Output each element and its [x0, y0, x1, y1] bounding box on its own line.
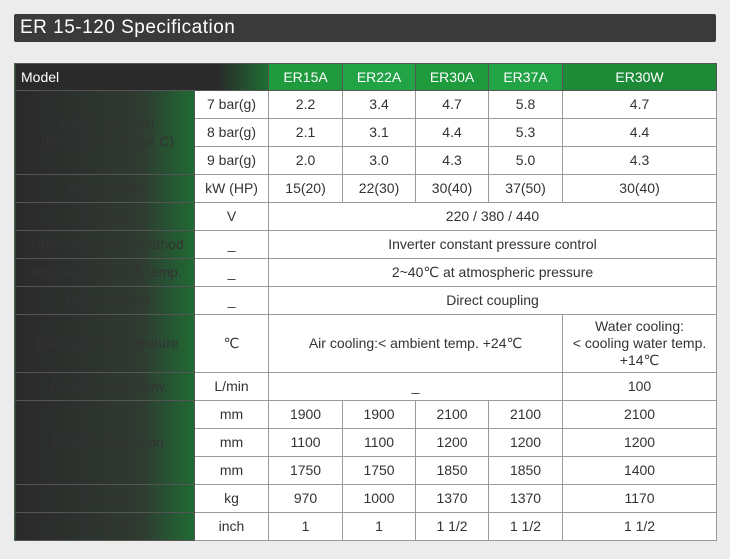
- water-cooling-line2: < cooling water temp.: [572, 335, 707, 351]
- table-cell: 4.3: [563, 147, 717, 175]
- model-er30a: ER30A: [416, 64, 489, 91]
- table-cell: 970: [269, 485, 343, 513]
- voltage-label: Voltage: [15, 203, 195, 231]
- table-cell: 3.4: [343, 91, 416, 119]
- table-cell: 2.0: [269, 147, 343, 175]
- table-cell: 1370: [416, 485, 489, 513]
- table-cell: 100: [563, 373, 717, 401]
- cooling-water-row: [15, 373, 717, 401]
- table-cell: 1400: [563, 457, 717, 485]
- table-cell: 2~40℃ at atmospheric pressure: [269, 259, 717, 287]
- table-cell: ℃: [195, 315, 269, 373]
- table-cell: 2.2: [269, 91, 343, 119]
- table-cell: _: [195, 287, 269, 315]
- table-cell: 30(40): [563, 175, 717, 203]
- table-cell: 15(20): [269, 175, 343, 203]
- drive-label: Drive method: [15, 287, 195, 315]
- table-cell: 37(50): [489, 175, 563, 203]
- air-outlet-row: [15, 513, 717, 541]
- horsepower-row: [15, 175, 717, 203]
- table-cell: mm: [195, 429, 269, 457]
- table-cell: 220 / 380 / 440: [269, 203, 717, 231]
- table-cell: 1 1/2: [563, 513, 717, 541]
- table-cell: 1750: [269, 457, 343, 485]
- table-cell: _: [269, 373, 563, 401]
- table-cell: 3.1: [343, 119, 416, 147]
- table-cell: inch: [195, 513, 269, 541]
- table-cell: 1000: [343, 485, 416, 513]
- table-cell: Inverter constant pressure control: [269, 231, 717, 259]
- table-cell: 7 bar(g): [195, 91, 269, 119]
- table-cell: V: [195, 203, 269, 231]
- pressure-control-row: [15, 231, 717, 259]
- weight-row: [15, 485, 717, 513]
- water-cooling-line1: Water cooling:: [595, 318, 684, 334]
- table-cell: 1200: [563, 429, 717, 457]
- table-cell: 1 1/2: [489, 513, 563, 541]
- air-outlet-label: Air outlet: [15, 513, 195, 541]
- table-cell: 2100: [489, 401, 563, 429]
- intake-label: Intake pressure & temp.: [15, 259, 195, 287]
- table-cell: 2.1: [269, 119, 343, 147]
- page-title: ER 15-120 Specification: [20, 17, 236, 38]
- table-cell: 1 1/2: [416, 513, 489, 541]
- drive-row: [15, 287, 717, 315]
- fad-label-line2: (ISO 1217 / Annex C): [40, 132, 175, 149]
- table-cell: 1900: [269, 401, 343, 429]
- model-er37a: ER37A: [489, 64, 563, 91]
- table-cell: 9 bar(g): [195, 147, 269, 175]
- table-cell: 4.4: [563, 119, 717, 147]
- table-cell: 4.3: [416, 147, 489, 175]
- discharge-label: Discharge temperature: [15, 315, 195, 373]
- discharge-row: [15, 315, 717, 373]
- table-cell: 3.0: [343, 147, 416, 175]
- intake-row: [15, 259, 717, 287]
- cooling-water-label: Cooling water flow: [15, 373, 195, 401]
- table-cell: 4.4: [416, 119, 489, 147]
- model-header: Model: [15, 64, 269, 91]
- voltage-row: [15, 203, 717, 231]
- table-cell: _: [195, 231, 269, 259]
- table-cell: Direct coupling: [269, 287, 717, 315]
- table-cell: 1100: [269, 429, 343, 457]
- table-cell: 5.8: [489, 91, 563, 119]
- table-cell: Air cooling:< ambient temp. +24℃: [269, 315, 563, 373]
- model-er15a: ER15A: [269, 64, 343, 91]
- weight-label: Weight: [15, 485, 195, 513]
- table-cell: 1100: [343, 429, 416, 457]
- table-cell: 5.3: [489, 119, 563, 147]
- table-cell: 5.0: [489, 147, 563, 175]
- fad-label: [15, 91, 195, 175]
- table-cell: 30(40): [416, 175, 489, 203]
- table-cell: [563, 315, 717, 373]
- table-cell: 2100: [563, 401, 717, 429]
- table-cell: 4.7: [563, 91, 717, 119]
- title-bar: [14, 14, 716, 42]
- table-cell: _: [195, 259, 269, 287]
- table-cell: 1170: [563, 485, 717, 513]
- table-cell: 22(30): [343, 175, 416, 203]
- outline-row-1: [15, 401, 717, 429]
- table-cell: L/min: [195, 373, 269, 401]
- table-cell: kg: [195, 485, 269, 513]
- table-cell: 1: [343, 513, 416, 541]
- table-cell: 1850: [416, 457, 489, 485]
- model-er22a: ER22A: [343, 64, 416, 91]
- table-cell: 1200: [489, 429, 563, 457]
- table-cell: 1370: [489, 485, 563, 513]
- table-cell: 1: [269, 513, 343, 541]
- horsepower-label: Horsepower: [15, 175, 195, 203]
- header-row: [15, 64, 717, 91]
- pressure-control-label: Pressure control method: [15, 231, 195, 259]
- fad-label-line1: F.A.D. (m³/min): [60, 115, 155, 132]
- table-cell: 1850: [489, 457, 563, 485]
- table-cell: mm: [195, 401, 269, 429]
- outline-label: Outline dimension: [15, 401, 195, 485]
- model-er30w: ER30W: [563, 64, 717, 91]
- table-cell: 1900: [343, 401, 416, 429]
- table-cell: 4.7: [416, 91, 489, 119]
- fad-row-7bar: [15, 91, 717, 119]
- table-cell: 8 bar(g): [195, 119, 269, 147]
- table-cell: 2100: [416, 401, 489, 429]
- spec-table: [14, 63, 717, 541]
- table-cell: mm: [195, 457, 269, 485]
- water-cooling-line3: +14℃: [619, 352, 660, 368]
- table-cell: kW (HP): [195, 175, 269, 203]
- table-cell: 1200: [416, 429, 489, 457]
- table-cell: 1750: [343, 457, 416, 485]
